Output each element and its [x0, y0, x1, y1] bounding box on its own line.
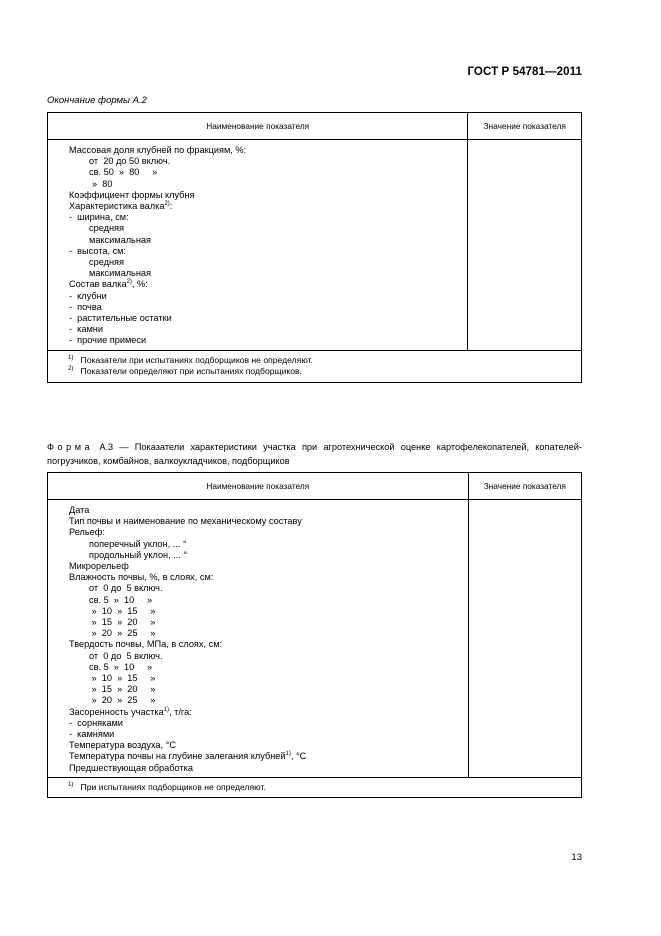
indicator-text: - почва [69, 301, 102, 312]
indicator-text: Температура воздуха, °С [69, 740, 176, 751]
footnote-ref: 2) [164, 201, 170, 208]
indicator-row [69, 302, 467, 313]
indicator-row [69, 539, 468, 550]
indicator-text: - ширина, см: [69, 212, 129, 223]
table-a3-footnotes-cell [48, 777, 582, 798]
indicator-row [69, 190, 467, 201]
indicator-row [69, 313, 467, 324]
table-a2-items [48, 140, 467, 350]
indicator-row [69, 335, 467, 346]
indicator-text: - клубни [69, 290, 107, 301]
indicator-text: Рельеф: [69, 527, 105, 538]
footnote [68, 366, 581, 378]
indicator-text: поперечный уклон, ... ° [89, 538, 187, 549]
table-a2-footnotes-cell [48, 350, 582, 382]
indicator-row [69, 516, 468, 527]
indicator-text: максимальная [89, 234, 152, 245]
indicator-text: Состав валка [69, 279, 127, 290]
table-a3-footnotes [48, 778, 581, 798]
indicator-row [69, 662, 468, 673]
page-number: 13 [571, 852, 582, 863]
indicator-text: » 10 » 15 » [89, 605, 156, 616]
indicator-text: - сорняками [69, 717, 123, 728]
footnote-mark: 1) [68, 781, 74, 788]
indicator-row [69, 729, 468, 740]
indicator-text: » 20 » 25 » [89, 628, 156, 639]
indicator-row [69, 628, 468, 639]
indicator-row [69, 145, 467, 156]
indicator-text: средняя [89, 223, 124, 234]
indicator-row [69, 156, 467, 167]
table-a2-names-cell [48, 140, 468, 351]
indicator-text: Микрорельеф [69, 561, 129, 572]
indicator-row [69, 639, 468, 650]
indicator-row [69, 763, 468, 774]
table-a3-values-cell [468, 500, 581, 778]
indicator-row [69, 561, 468, 572]
indicator-text: Предшествующая обработка [69, 762, 193, 773]
footnote-text: Показатели при испытаниях подборщиков не определяют. [80, 354, 313, 365]
indicator-row [69, 740, 468, 751]
indicator-row [69, 718, 468, 729]
footnote [68, 782, 581, 794]
footnote-mark: 1) [68, 354, 74, 361]
indicator-text: - камнями [69, 729, 115, 740]
indicator-row [69, 595, 468, 606]
column-header-value: Значение показателя [468, 113, 582, 140]
indicator-row [69, 505, 468, 516]
indicator-row [69, 235, 467, 246]
indicator-row [69, 212, 467, 223]
indicator-text: Влажность почвы, %, в слоях, см: [69, 572, 214, 583]
indicator-text: - прочие примеси [69, 335, 147, 346]
indicator-text: от 0 до 5 включ. [89, 650, 163, 661]
indicator-row [69, 279, 467, 290]
form-a3-title-text: — Показатели характеристики участка при агротехнической оценке картофелекопателей, копателей-погрузчиков, комбайнов, валкоукладчиков, подборщиков [47, 442, 582, 466]
column-header-value: Значение показателя [468, 473, 581, 500]
indicator-row [69, 707, 468, 718]
indicator-text: Тип почвы и наименование по механическому составу [69, 516, 302, 527]
indicator-text: средняя [89, 257, 124, 268]
indicator-row [69, 257, 467, 268]
indicator-text: максимальная [89, 268, 152, 279]
indicator-row [69, 246, 467, 257]
column-header-name: Наименование показателя [48, 473, 469, 500]
indicator-text: - высота, см: [69, 245, 127, 256]
indicator-row [69, 695, 468, 706]
indicator-row [69, 324, 467, 335]
indicator-row [69, 606, 468, 617]
indicator-text: св. 50 » 80 » [89, 167, 158, 178]
footnote-text: При испытаниях подборщиков не определяют. [80, 781, 266, 792]
form-a3-title-number: А.3 [99, 442, 114, 452]
footnote-mark: 2) [68, 366, 74, 373]
footnote-ref: 1) [285, 751, 291, 758]
indicator-text-suffix: , %: [131, 279, 148, 290]
indicator-text: Засоренность участка [69, 706, 164, 717]
indicator-text-suffix: , °С [290, 751, 307, 762]
form-a3-title-label: Форма [47, 442, 94, 452]
table-form-a3 [47, 472, 582, 798]
indicator-row [69, 583, 468, 594]
indicator-text: от 0 до 5 включ. [89, 583, 163, 594]
indicator-text: Коэффициент формы клубня [69, 189, 195, 200]
table-a3-names-cell [48, 500, 469, 778]
indicator-row [69, 684, 468, 695]
indicator-text: - растительные остатки [69, 313, 172, 324]
table-a2-values-cell [468, 140, 582, 351]
indicator-row [69, 268, 467, 279]
indicator-text: » 15 » 20 » [89, 684, 156, 695]
indicator-row [69, 651, 468, 662]
footnote-text: Показатели определяют при испытаниях подборщиков. [80, 366, 302, 377]
indicator-row [69, 291, 467, 302]
table-form-a2 [47, 112, 582, 383]
footnote [68, 355, 581, 367]
indicator-row [69, 617, 468, 628]
footnote-ref: 1) [163, 706, 170, 713]
indicator-text: от 20 до 50 включ. [89, 156, 171, 167]
indicator-text: св. 5 » 10 » [89, 661, 153, 672]
indicator-row [69, 751, 468, 762]
footnote-ref: 2) [126, 279, 132, 286]
indicator-row [69, 223, 467, 234]
indicator-row [69, 527, 468, 538]
indicator-row [69, 673, 468, 684]
indicator-text: Твердость почвы, МПа, в слоях, см: [69, 639, 223, 650]
indicator-text: » 10 » 15 » [89, 673, 156, 684]
indicator-text-suffix: , т/га: [169, 706, 192, 717]
indicator-text: Массовая доля клубней по фракциям, %: [69, 145, 247, 155]
table-a2-footnotes [48, 351, 581, 382]
table-a3-items [48, 500, 468, 777]
indicator-text: » 80 [92, 178, 113, 189]
standard-code: ГОСТ Р 54781—2011 [467, 66, 582, 78]
form-a3-title [47, 440, 582, 468]
indicator-row [69, 572, 468, 583]
indicator-text: » 20 » 25 » [89, 695, 156, 706]
indicator-text: св. 5 » 10 » [89, 594, 153, 605]
indicator-row [69, 550, 468, 561]
indicator-text: - камни [69, 324, 104, 335]
indicator-text: продольный уклон, ... ° [89, 549, 188, 560]
indicator-row [69, 201, 467, 212]
table-a2-caption: Окончание формы А.2 [47, 95, 147, 106]
indicator-text: Температура почвы на глубине залегания клубней [69, 751, 286, 762]
indicator-row [69, 167, 467, 178]
indicator-text: » 15 » 20 » [89, 617, 156, 628]
column-header-name: Наименование показателя [48, 113, 468, 140]
indicator-row [69, 179, 467, 190]
indicator-text: Характеристика валка [69, 201, 165, 212]
indicator-text-suffix: : [169, 201, 173, 212]
indicator-text: Дата [69, 505, 90, 515]
